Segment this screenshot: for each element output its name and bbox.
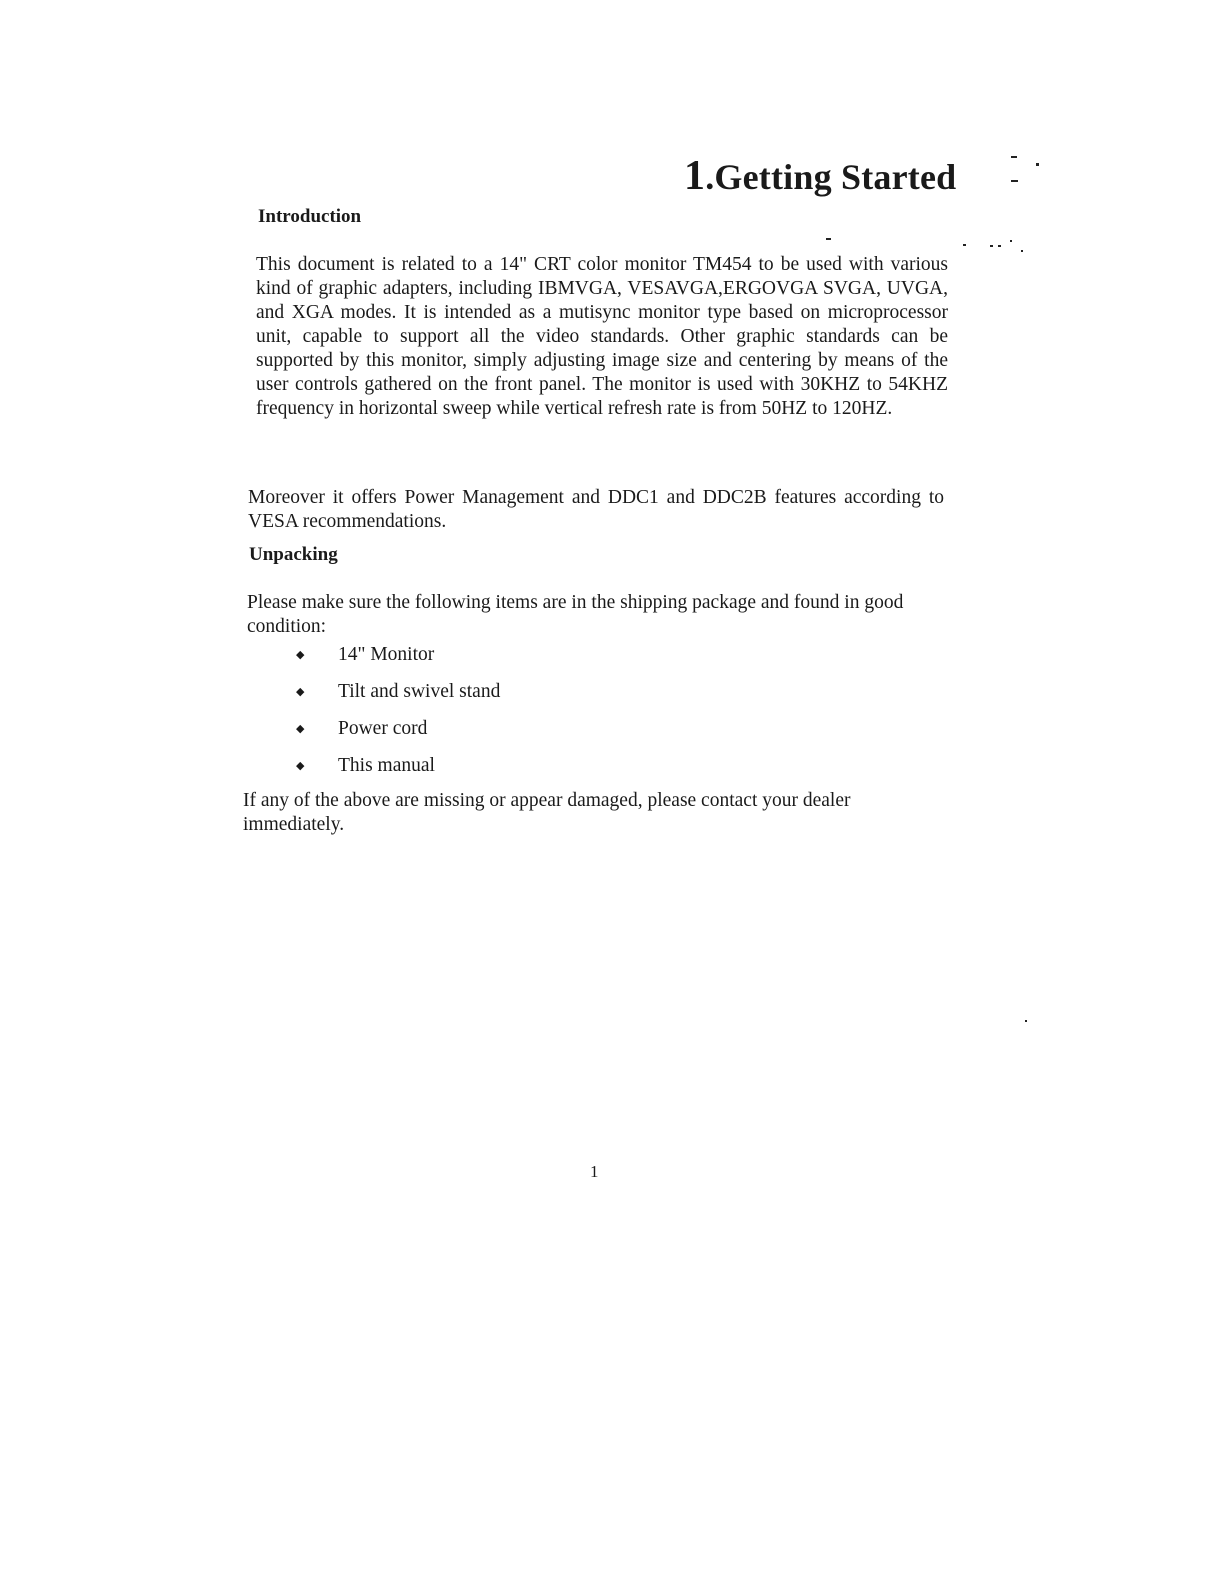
scan-speck	[1025, 1020, 1027, 1022]
scan-speck	[998, 245, 1001, 247]
scan-speck	[990, 245, 993, 247]
diamond-bullet-icon: ◆	[296, 649, 305, 661]
unpacking-item-list	[296, 636, 500, 784]
introduction-paragraph-1: This document is related to a 14" CRT color monitor TM454 to be used with various kind of graphic adapters, including IBMVGA, VESAVGA,ERGOVGA SVGA, UVGA, and XGA modes. It is intended as a mutisync monitor type based on microprocessor unit, capable to support all the video standards. Other graphic standards can be supported by this monitor, simply adjusting image size and centering by means of the user controls gathered on the front panel. The monitor is used with 30KHZ to 54KHZ frequency in horizontal sweep while vertical refresh rate is from 50HZ to 120HZ.	[256, 254, 948, 419]
scan-speck	[1011, 156, 1017, 158]
chapter-title	[684, 152, 956, 200]
scan-speck	[1011, 180, 1018, 182]
unpacking-heading: Unpacking	[249, 544, 338, 565]
chapter-title-text: Getting Started	[714, 157, 957, 197]
list-item	[296, 710, 500, 747]
introduction-heading: Introduction	[258, 206, 362, 227]
diamond-bullet-icon: ◆	[296, 723, 305, 735]
diamond-bullet-icon: ◆	[296, 686, 305, 698]
chapter-separator: .	[705, 157, 715, 197]
scan-speck	[826, 238, 831, 240]
scan-speck	[1036, 163, 1039, 166]
unpacking-intro: Please make sure the following items are in the shipping package and found in good condition:	[247, 592, 904, 637]
diamond-bullet-icon: ◆	[296, 760, 305, 772]
list-item	[296, 747, 500, 784]
unpacking-closing: If any of the above are missing or appear damaged, please contact your dealer immediately.	[243, 790, 851, 835]
list-item-label: Tilt and swivel stand	[338, 680, 501, 702]
scan-speck	[963, 244, 966, 246]
list-item	[296, 673, 500, 710]
list-item	[296, 636, 500, 673]
page-number: 1	[590, 1162, 599, 1181]
scan-speck	[1021, 250, 1023, 252]
introduction-paragraph-2: Moreover it offers Power Management and DDC1 and DDC2B features according to VESA recommendations.	[248, 487, 944, 532]
chapter-number: 1	[684, 153, 706, 199]
scan-speck	[1010, 240, 1012, 242]
list-item-label: Power cord	[338, 717, 428, 739]
list-item-label: This manual	[338, 754, 435, 776]
list-item-label: 14" Monitor	[338, 643, 435, 665]
